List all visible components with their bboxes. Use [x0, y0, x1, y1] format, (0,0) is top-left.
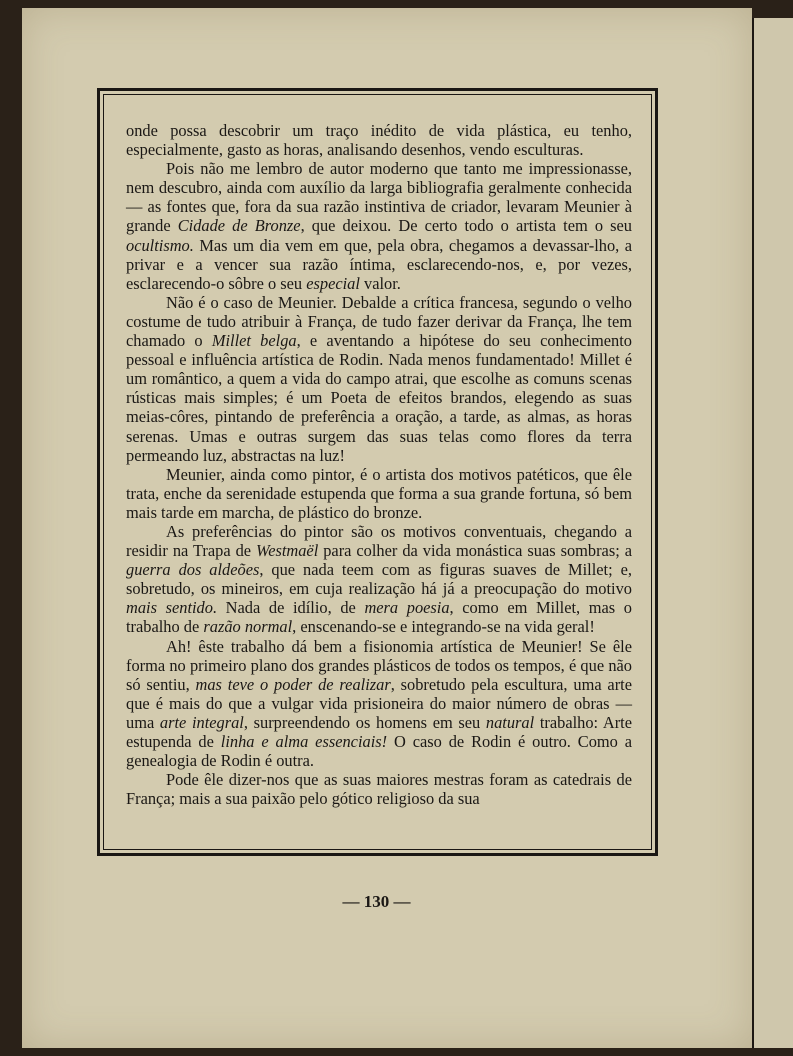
paragraph: [126, 159, 632, 293]
italic-text: Westmaël: [256, 541, 319, 561]
text-run: Mas um dia vem em que, pela obra, chegamos a devassar-lho, a privar e a vencer sua razão íntima, esclarecendo-nos, e, por vezes, esclarecendo-o sôbre o seu: [126, 235, 632, 293]
italic-text: natural: [485, 712, 535, 732]
paragraph: [126, 637, 632, 771]
text-run: , como em Millet, mas o trabalho de: [126, 598, 632, 637]
paragraph: [126, 293, 632, 465]
text-run: Pode êle dizer-nos que as suas maiores mestras foram as catedrais de França; mais a sua paixão pelo gótico religioso da sua: [126, 770, 632, 809]
text-run: , surpreendendo os homens em seu: [243, 712, 486, 732]
body-text: [126, 121, 632, 808]
text-run: Nada de idílio, de: [217, 598, 365, 618]
italic-text: linha e alma essenciais!: [220, 732, 388, 751]
text-run: valor.: [359, 273, 401, 293]
text-run: Pois não me lembro de autor moderno que tanto me impressionasse, nem descubro, ainda com auxílio da larga bibliografia geralmente conhecida — as fontes que, fora da sua razão instintiva de criador, levaram Meunier à grande: [126, 159, 632, 236]
italic-text: mera poesia: [364, 598, 450, 618]
paragraph: [126, 121, 632, 159]
italic-text: mas teve o poder de realizar: [195, 674, 391, 694]
text-run: trabalho: Arte estupenda de: [126, 712, 632, 751]
italic-text: Cidade de Bronze: [177, 216, 301, 236]
text-run: Meunier, ainda como pintor, é o artista dos motivos patéticos, que êle trata, enche da serenidade estupenda que forma a sua grande fortuna, só bem mais tarde em marcha, de plástico do bronze.: [126, 464, 632, 522]
text-run: para colher da vida monástica suas sombras; a: [318, 541, 633, 561]
text-run: Ah! êste trabalho dá bem a fisionomia artística de Meunier! Se êle forma no primeiro plano dos grandes plásticos de todos os tempos, é que não só sentiu,: [126, 636, 632, 694]
text-run: onde possa descobrir um traço inédito de vida plástica, eu tenho, especialmente, gasto as horas, analisando desenhos, vendo esculturas.: [126, 121, 632, 160]
italic-text: razão normal: [203, 617, 293, 637]
italic-text: guerra dos aldeões: [126, 560, 260, 580]
italic-text: mais sentido.: [126, 598, 218, 618]
italic-text: ocultismo.: [126, 235, 194, 255]
text-run: , que deixou. De certo todo o artista tem o seu: [300, 216, 632, 236]
paragraph: [126, 465, 632, 522]
text-run: O caso de Rodin é outro. Como a genealogia de Rodin é outra.: [126, 732, 632, 771]
text-run: Não é o caso de Meunier. Debalde a crítica francesa, segundo o velho costume de tudo atribuir à França, de tudo fazer derivar da França, lhe tem chamado o: [126, 292, 632, 351]
paragraph: [126, 522, 632, 637]
text-run: , sobretudo pela escultura, uma arte que é mais do que a vulgar vida prisioneira do maior número de obras — uma: [126, 674, 632, 732]
text-run: , que nada teem com as figuras suaves de Millet; e, sobretudo, os mineiros, em cuja realização há já a preocupação do motivo: [126, 560, 632, 599]
italic-text: especial: [306, 273, 360, 293]
text-run: , enscenando-se e integrando-se na vida geral!: [292, 617, 595, 637]
text-run: , e aventando a hipótese do seu conhecimento pessoal e influência artística de Rodin. Nada menos fundamentado! Millet é um romântico, a quem a vida do campo atrai, que escolhe as comuns scenas rústicas mais simples; é um Poeta de efeitos brandos, elegendo as suas meias-côres, pintando de preferência a oração, a tarde, as almas, as horas serenas. Umas e outras surgem das suas telas como flores da terra permeando luz, abstractas na luz!: [126, 331, 632, 465]
page-number: — 130 —: [342, 892, 411, 911]
paragraph: [126, 770, 632, 808]
italic-text: Millet belga: [211, 331, 297, 351]
text-run: As preferências do pintor são os motivos conventuais, chegando a residir na Trapa de: [126, 521, 632, 561]
italic-text: arte integral: [159, 712, 244, 732]
